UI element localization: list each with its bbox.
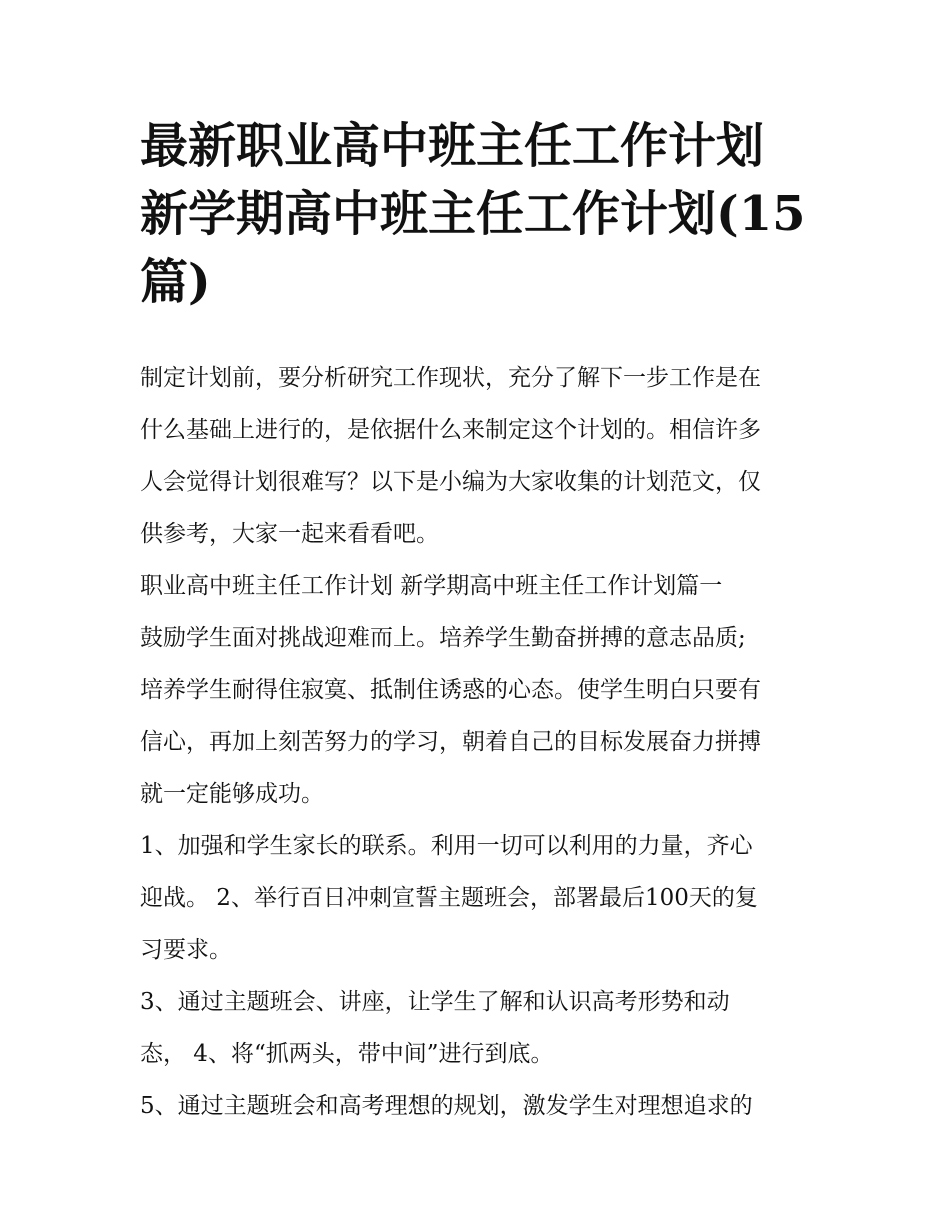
body-line-6: 鼓励学生面对挑战迎难而上。培养学生勤奋拼搏的意志品质; — [140, 625, 746, 651]
title-line-2: 新学期高中班主任工作计划(15 — [140, 186, 806, 242]
body-line-1: 制定计划前，要分析研究工作现状，充分了解下一步工作是在 — [140, 365, 761, 391]
body-line-7: 培养学生耐得住寂寞、抵制住诱惑的心态。使学生明白只要有 — [140, 677, 761, 703]
list-item-1: 1、加强和学生家长的联系。利用一切可以利用的力量，齐心 — [140, 833, 753, 859]
list-item-5: 5、通过主题班会和高考理想的规划，激发学生对理想追求的 — [140, 1093, 753, 1119]
body-line-3: 人会觉得计划很难写？以下是小编为大家收集的计划范文，仅 — [140, 469, 761, 495]
document-title — [140, 112, 820, 316]
document-body — [140, 352, 820, 1132]
list-item-3-cont: 态， 4、将“抓两头，带中间”进行到底。 — [140, 1041, 554, 1067]
body-line-4: 供参考，大家一起来看看吧。 — [140, 521, 439, 547]
list-item-2-cont: 习要求。 — [140, 937, 232, 963]
title-line-3: 篇) — [140, 254, 211, 310]
list-item-3: 3、通过主题班会、讲座，让学生了解和认识高考形势和动 — [140, 989, 730, 1015]
section-heading: 职业高中班主任工作计划 新学期高中班主任工作计划篇一 — [140, 573, 723, 599]
body-line-9: 就一定能够成功。 — [140, 781, 324, 807]
list-item-1-cont: 迎战。 2、举行百日冲刺宣誓主题班会，部署最后100天的复 — [140, 885, 758, 911]
body-line-8: 信心，再加上刻苦努力的学习，朝着自己的目标发展奋力拼搏 — [140, 729, 761, 755]
title-line-1: 最新职业高中班主任工作计划 — [140, 118, 765, 174]
body-line-2: 什么基础上进行的，是依据什么来制定这个计划的。相信许多 — [140, 417, 761, 443]
